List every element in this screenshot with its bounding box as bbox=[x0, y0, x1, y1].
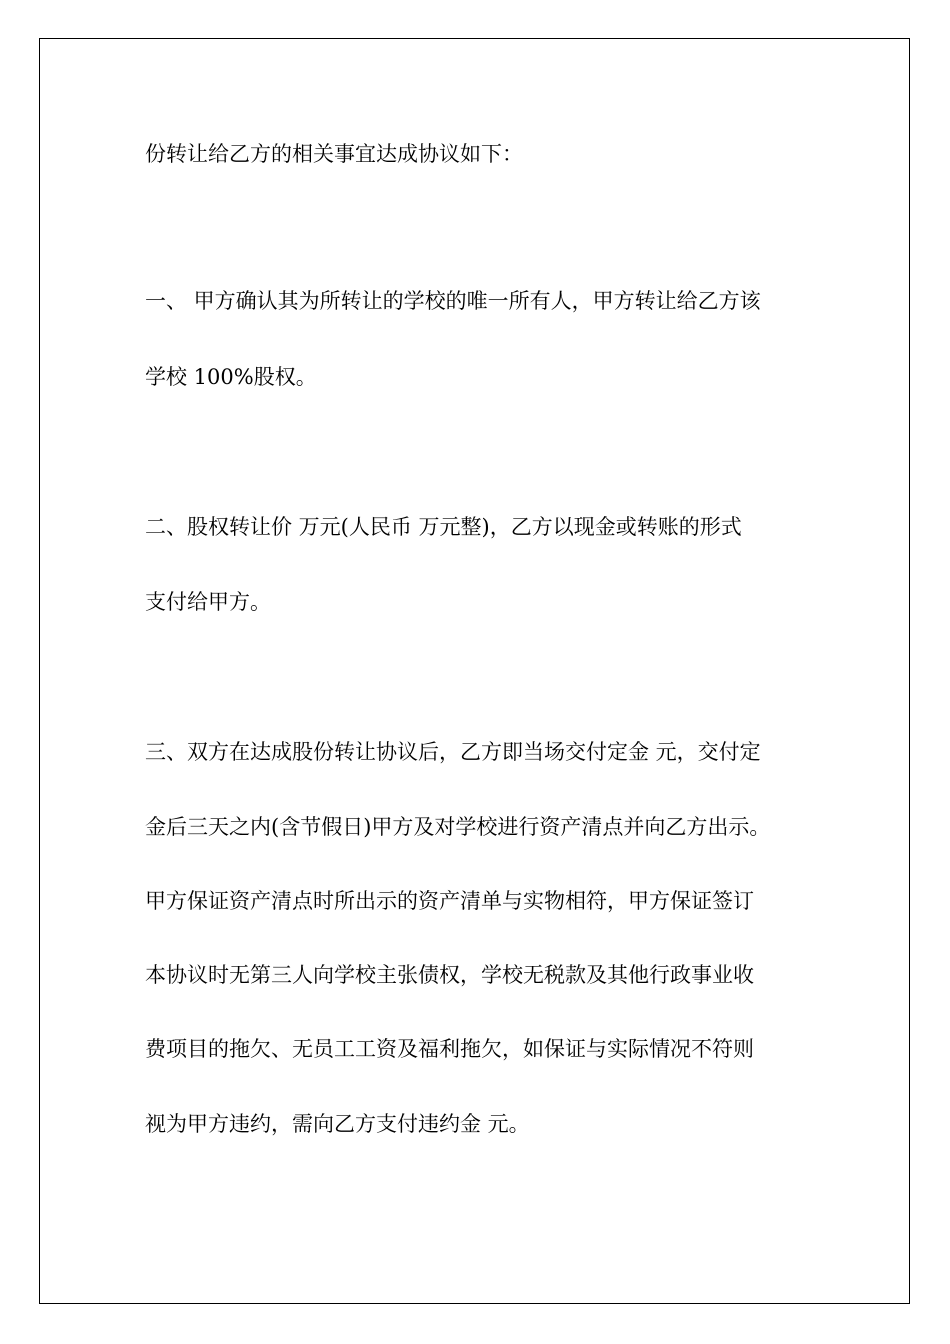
clause-3-line-5: 费项目的拖欠、无员工工资及福利拖欠，如保证与实际情况不符则 bbox=[145, 1037, 754, 1061]
clause-1-line-2: 学校 100%股权。 bbox=[145, 365, 317, 389]
clause-1-line-1: 一、 甲方确认其为所转让的学校的唯一所有人，甲方转让给乙方该 bbox=[145, 289, 761, 313]
clause-2-line-1: 二、股权转让价 万元(人民币 万元整)，乙方以现金或转账的形式 bbox=[145, 515, 742, 539]
clause-3-line-4: 本协议时无第三人向学校主张债权，学校无税款及其他行政事业收 bbox=[145, 963, 754, 987]
clause-2-line-2: 支付给甲方。 bbox=[145, 590, 271, 614]
clause-3-line-1: 三、双方在达成股份转让协议后，乙方即当场交付定金 元，交付定 bbox=[145, 740, 761, 764]
clause-3-line-3: 甲方保证资产清点时所出示的资产清单与实物相符，甲方保证签订 bbox=[145, 889, 754, 913]
clause-3-line-2: 金后三天之内(含节假日)甲方及对学校进行资产清点并向乙方出示。 bbox=[145, 815, 771, 839]
clause-3-line-6: 视为甲方违约，需向乙方支付违约金 元。 bbox=[145, 1112, 530, 1136]
text-line-intro: 份转让给乙方的相关事宜达成协议如下： bbox=[145, 142, 523, 166]
